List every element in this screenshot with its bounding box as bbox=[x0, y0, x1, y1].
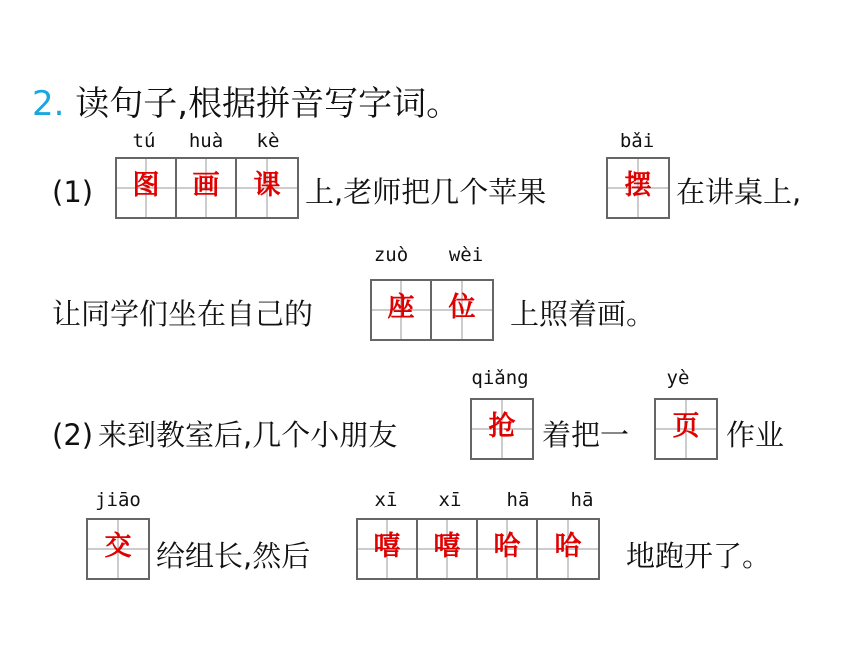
pinyin: hā bbox=[506, 489, 530, 511]
q1-label: (1) bbox=[52, 175, 94, 209]
answer-char: 摆 bbox=[624, 170, 652, 201]
pinyin: wèi bbox=[448, 244, 484, 266]
answer-grid bbox=[606, 157, 670, 219]
answer-char: 哈 bbox=[554, 531, 582, 562]
answer-grid bbox=[86, 518, 150, 580]
exercise-title bbox=[32, 82, 460, 126]
sentence-text: 来到教室后,几个小朋友 bbox=[98, 418, 398, 452]
grid-cell[interactable] bbox=[656, 400, 716, 458]
answer-grid bbox=[356, 518, 600, 580]
answer-char: 哈 bbox=[493, 531, 521, 562]
grid-cell[interactable] bbox=[478, 520, 538, 578]
answer-char: 页 bbox=[672, 411, 700, 442]
pinyin: jiāo bbox=[95, 489, 141, 511]
answer-char: 嘻 bbox=[373, 531, 401, 562]
exercise-instruction: 读句子,根据拼音写字词。 bbox=[75, 84, 461, 124]
sentence-text: 上照着画。 bbox=[510, 297, 656, 331]
grid-cell[interactable] bbox=[177, 159, 237, 217]
answer-char: 交 bbox=[104, 531, 132, 562]
answer-grid bbox=[115, 157, 299, 219]
pinyin: zuò bbox=[373, 244, 409, 266]
sentence-text: 给组长,然后 bbox=[156, 539, 311, 573]
sentence-text: 地跑开了。 bbox=[626, 539, 772, 573]
answer-char: 嘻 bbox=[433, 531, 461, 562]
grid-cell[interactable] bbox=[472, 400, 532, 458]
pinyin: qiǎng bbox=[471, 367, 529, 389]
sentence-text: 上,老师把几个苹果 bbox=[305, 175, 547, 209]
answer-char: 位 bbox=[448, 292, 476, 323]
grid-cell[interactable] bbox=[432, 281, 492, 339]
grid-cell[interactable] bbox=[237, 159, 297, 217]
sentence-text: 让同学们坐在自己的 bbox=[52, 297, 314, 331]
answer-char: 座 bbox=[387, 292, 415, 323]
sentence-text: 着把一 bbox=[542, 418, 630, 452]
q2-label: (2) bbox=[52, 418, 94, 452]
answer-char: 画 bbox=[192, 170, 220, 201]
exercise-number: 2. bbox=[32, 84, 65, 124]
answer-char: 图 bbox=[132, 170, 160, 201]
pinyin: xī bbox=[374, 489, 398, 511]
pinyin: hā bbox=[570, 489, 594, 511]
grid-cell[interactable] bbox=[117, 159, 177, 217]
grid-cell[interactable] bbox=[88, 520, 148, 578]
grid-cell[interactable] bbox=[608, 159, 668, 217]
answer-char: 课 bbox=[253, 170, 281, 201]
answer-grid bbox=[470, 398, 534, 460]
grid-cell[interactable] bbox=[538, 520, 598, 578]
grid-cell[interactable] bbox=[358, 520, 418, 578]
sentence-text: 在讲桌上, bbox=[676, 175, 802, 209]
pinyin: tú bbox=[132, 130, 156, 152]
answer-grid bbox=[370, 279, 494, 341]
pinyin: bǎi bbox=[619, 130, 655, 152]
pinyin: kè bbox=[256, 130, 280, 152]
answer-grid bbox=[654, 398, 718, 460]
pinyin: huà bbox=[188, 130, 224, 152]
sentence-text: 作业 bbox=[726, 418, 785, 452]
pinyin: yè bbox=[666, 367, 690, 389]
grid-cell[interactable] bbox=[372, 281, 432, 339]
pinyin: xī bbox=[438, 489, 462, 511]
grid-cell[interactable] bbox=[418, 520, 478, 578]
answer-char: 抢 bbox=[488, 411, 516, 442]
